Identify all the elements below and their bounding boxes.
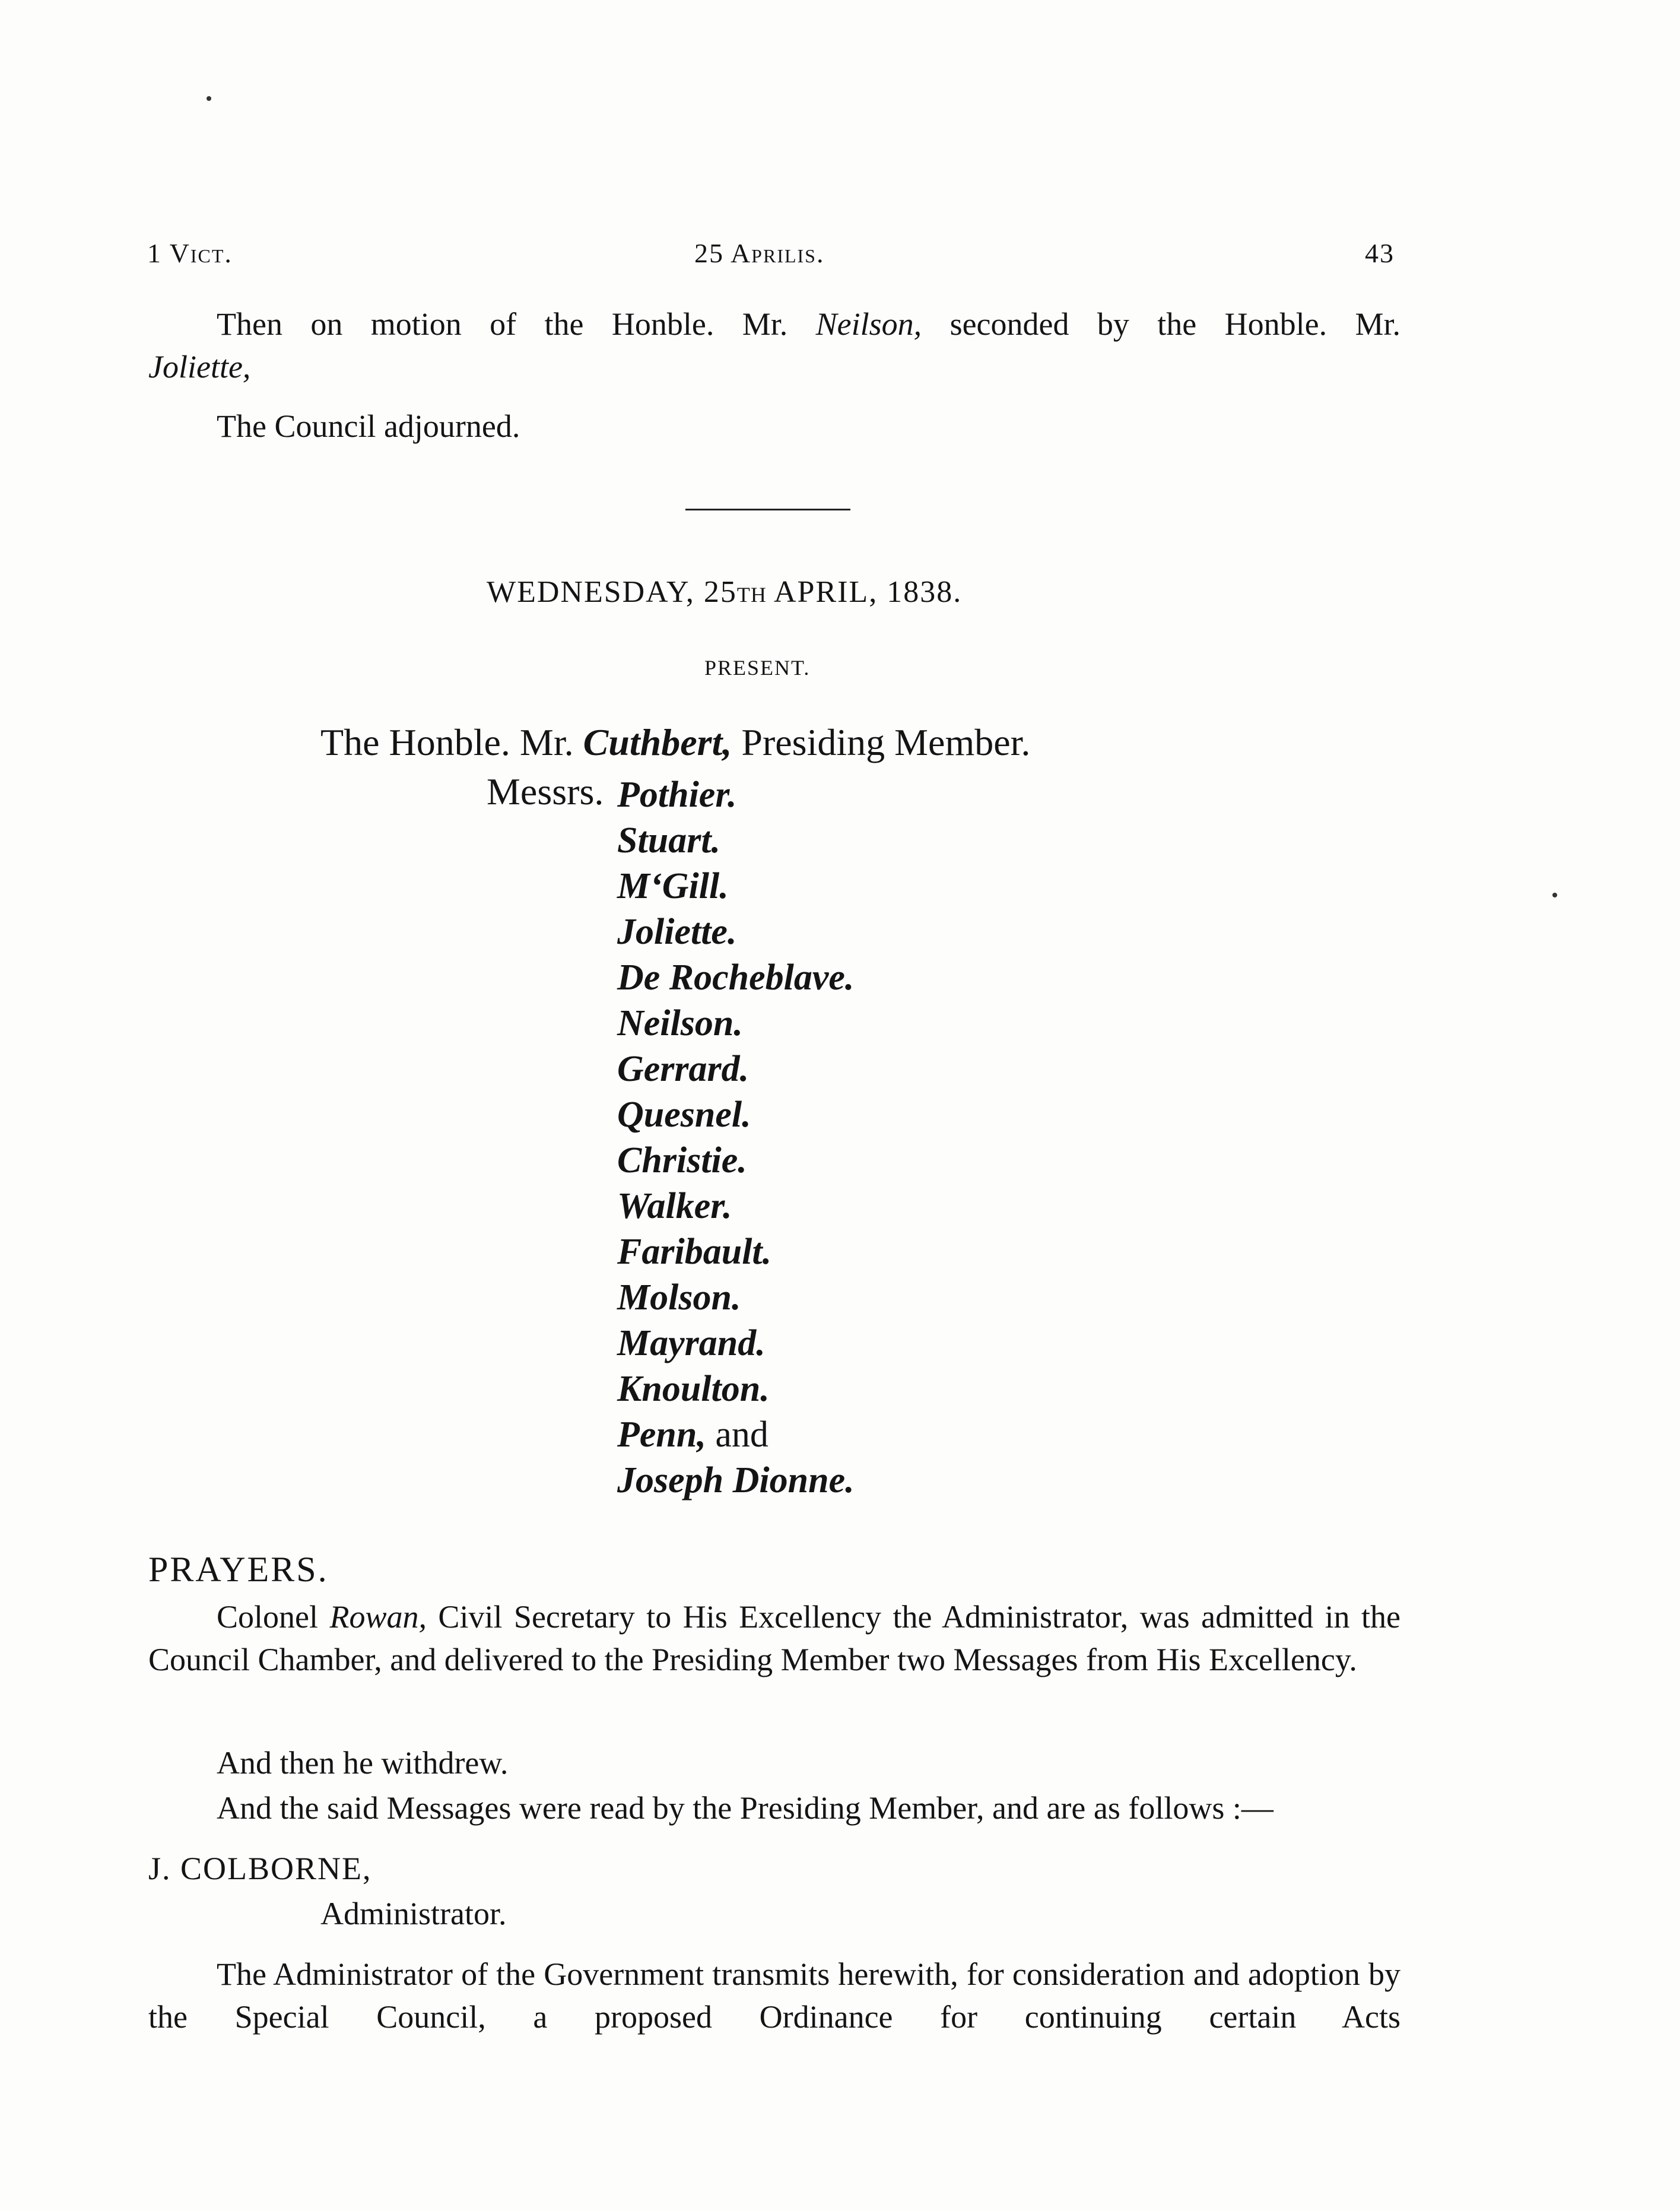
member-name: Knoulton. [617, 1369, 770, 1409]
member-name: Faribault. [617, 1232, 772, 1272]
message-paragraph [148, 1953, 1400, 2038]
withdrew-text: And then he withdrew. [217, 1745, 509, 1781]
date-heading-suffix: TH [736, 583, 767, 607]
member-name: Walker. [617, 1186, 732, 1226]
messrs-label [487, 769, 604, 814]
member-name: Quesnel. [617, 1095, 751, 1135]
message-paragraph-text: The Administrator of the Government transmits herewith, for consideration and adoption by the Special Council, a proposed Ordinance for continuing certain Acts [148, 1956, 1400, 2035]
signature-title-text: Administrator. [320, 1896, 507, 1931]
member-and: and [706, 1414, 768, 1455]
member-name: De Rocheblave. [617, 957, 855, 998]
member-name: Mayrand. [617, 1323, 766, 1363]
member-list [617, 772, 855, 1503]
member-name: Neilson. [617, 1003, 743, 1043]
rowan-paragraph [148, 1595, 1400, 1681]
member-name: Molson. [617, 1277, 741, 1318]
member-name: Penn, [617, 1414, 706, 1455]
print-speck [207, 96, 211, 101]
running-head-center [694, 237, 824, 269]
motion-paragraph [148, 303, 1400, 345]
member-name: Joliette. [617, 912, 737, 952]
member-name: M‘Gill. [617, 866, 729, 906]
rowan-text-1: Colonel [217, 1599, 330, 1635]
rowan-name: Rowan, [329, 1599, 427, 1635]
motion-second-line [148, 345, 250, 388]
member-name: Joseph Dionne. [617, 1460, 855, 1501]
running-head-center-text: 25 Aprilis. [694, 238, 825, 268]
presiding-pre: The Honble. Mr. [320, 721, 583, 763]
page-number [1365, 237, 1395, 269]
present-label [704, 655, 810, 680]
section-divider [685, 509, 850, 510]
adjourned-text: The Council adjourned. [217, 408, 520, 444]
presiding-post: Presiding Member. [732, 721, 1031, 763]
present-label-text: PRESENT. [704, 656, 811, 680]
presiding-line [320, 719, 1030, 765]
date-heading-post: APRIL, 1838. [766, 575, 963, 609]
member-name: Stuart. [617, 820, 721, 861]
motion-name-joliette: Joliette, [148, 349, 251, 385]
date-heading-pre: WEDNESDAY, 25 [487, 575, 737, 609]
prayers-heading-text: PRAYERS. [148, 1550, 329, 1589]
messages-read-text: And the said Messages were read by the Presiding Member, and are as follows :— [217, 1790, 1274, 1826]
signature-name-text: J. COLBORNE, [148, 1851, 372, 1886]
presiding-name: Cuthbert, [583, 721, 732, 763]
motion-text-1: Then on motion of the Honble. Mr. [217, 306, 816, 342]
prayers-heading [148, 1549, 329, 1590]
member-penn [617, 1412, 855, 1458]
motion-text-2: seconded by the Honble. Mr. [922, 306, 1401, 342]
rowan-text-2: Civil Secretary to His Excellency the Administrator, was admitted in the Council Chamber, and delivered to the Presiding Member two Messages from His Excellency. [148, 1599, 1400, 1677]
member-name: Christie. [617, 1140, 747, 1181]
print-speck [1552, 893, 1557, 897]
signature-title [320, 1892, 506, 1935]
running-head-left [147, 237, 233, 269]
motion-name-neilson: Neilson, [815, 306, 922, 342]
signature-name [148, 1847, 372, 1890]
adjourned-line [217, 405, 520, 448]
page-number-text: 43 [1365, 238, 1395, 268]
withdrew-line [217, 1741, 508, 1784]
running-head-left-text: 1 Vict. [147, 238, 233, 268]
messages-read-line [217, 1787, 1274, 1829]
member-name: Gerrard. [617, 1049, 750, 1089]
messrs-label-text: Messrs. [487, 770, 604, 813]
member-name: Pothier. [617, 775, 737, 815]
date-heading [487, 575, 962, 610]
